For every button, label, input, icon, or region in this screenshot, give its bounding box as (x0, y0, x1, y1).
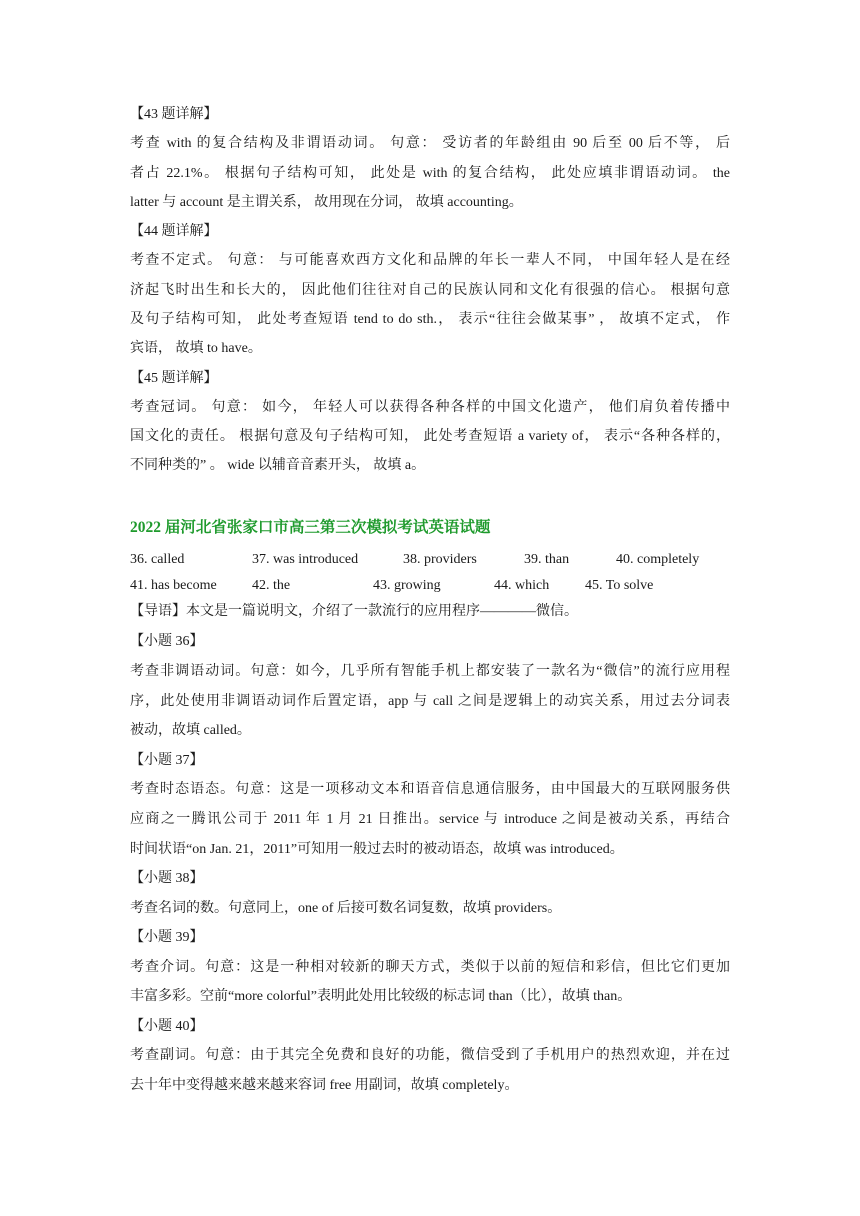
guide-intro: 【导语】本文是一篇说明文，介绍了一款流行的应用程序————微信。 (130, 604, 578, 619)
section-title: 2022 届河北省张家口市高三第三次模拟考试英语试题 (130, 519, 491, 536)
q36-line-1: 考查非调语动词。句意：如今，几乎所有智能手机上都安装了一款名为“微信”的流行应用程 (130, 664, 730, 679)
answer-36: 36. called (130, 552, 185, 567)
q36-heading: 【小题 36】 (130, 634, 204, 649)
q44-line-3: 及句子结构可知， 此处考查短语 tend to do sth.， 表示“往往会做某事” ， 故填不定式， 作 (130, 312, 730, 327)
answer-42: 42. the (252, 578, 291, 593)
answer-40: 40. completely (616, 552, 700, 567)
q39-line-1: 考查介词。句意：这是一种相对较新的聊天方式，类似于以前的短信和彩信，但比它们更加 (130, 960, 730, 975)
answer-41: 41. has become (130, 578, 217, 593)
q39-line-2: 丰富多彩。空前“more colorful”表明此处用比较级的标志词 than（比），故填 than。 (130, 989, 632, 1004)
q45-line-2: 国文化的责任。 根据句意及句子结构可知， 此处考查短语 a variety of， 表示“各种各样的， (130, 429, 730, 444)
q44-heading: 【44 题详解】 (130, 224, 218, 239)
q36-line-2: 序，此处使用非调语动词作后置定语，app 与 call 之间是逻辑上的动宾关系，用过去分词表 (130, 694, 730, 709)
q44-line-1: 考查不定式。 句意： 与可能喜欢西方文化和品牌的年长一辈人不同， 中国年轻人是在经 (130, 253, 730, 268)
q40-heading: 【小题 40】 (130, 1019, 204, 1034)
q43-line-1: 考查 with 的复合结构及非谓语动词。 句意： 受访者的年龄组由 90 后至 00 后不等， 后 (130, 136, 730, 151)
answer-44: 44. which (494, 578, 550, 593)
q37-line-1: 考查时态语态。句意：这是一项移动文本和语音信息通信服务，由中国最大的互联网服务供 (130, 782, 730, 797)
q44-line-2: 济起飞时出生和长大的， 因此他们往往对自己的民族认同和文化有很强的信心。 根据句意 (130, 283, 730, 298)
q45-heading: 【45 题详解】 (130, 371, 218, 386)
q45-line-3: 不同种类的” 。 wide 以辅音音素开头， 故填 a。 (130, 458, 426, 473)
q44-line-4: 宾语， 故填 to have。 (130, 341, 262, 356)
answer-43: 43. growing (373, 578, 441, 593)
answer-45: 45. To solve (585, 578, 654, 593)
q39-heading: 【小题 39】 (130, 930, 204, 945)
q43-line-2: 者占 22.1%。 根据句子结构可知， 此处是 with 的复合结构， 此处应填非谓语动词。 the (130, 166, 730, 181)
q43-heading: 【43 题详解】 (130, 107, 218, 122)
q36-line-3: 被动，故填 called。 (130, 723, 251, 738)
answer-37: 37. was introduced (252, 552, 359, 567)
answer-38: 38. providers (403, 552, 477, 567)
q45-line-1: 考查冠词。 句意： 如今， 年轻人可以获得各种各样的中国文化遗产， 他们肩负着传播中 (130, 400, 730, 415)
q37-line-3: 时间状语“on Jan. 21，2011”可知用一般过去时的被动语态，故填 was introduced。 (130, 842, 624, 857)
q40-line-2: 去十年中变得越来越来越来容词 free 用副词，故填 completely。 (130, 1078, 519, 1093)
q38-line-1: 考查名词的数。句意同上，one of 后接可数名词复数，故填 providers。 (130, 901, 562, 916)
q37-heading: 【小题 37】 (130, 753, 204, 768)
q43-line-3: latter 与 account 是主谓关系， 故用现在分词， 故填 accounting。 (130, 195, 523, 210)
q38-heading: 【小题 38】 (130, 871, 204, 886)
q37-line-2: 应商之一腾讯公司于 2011 年 1 月 21 日推出。service 与 introduce 之间是被动关系，再结合 (130, 812, 730, 827)
answer-39: 39. than (524, 552, 570, 567)
answers-row-2 (130, 576, 750, 596)
answers-row-1 (130, 550, 750, 570)
q40-line-1: 考查副词。句意：由于其完全免费和良好的功能，微信受到了手机用户的热烈欢迎，并在过 (130, 1048, 730, 1063)
